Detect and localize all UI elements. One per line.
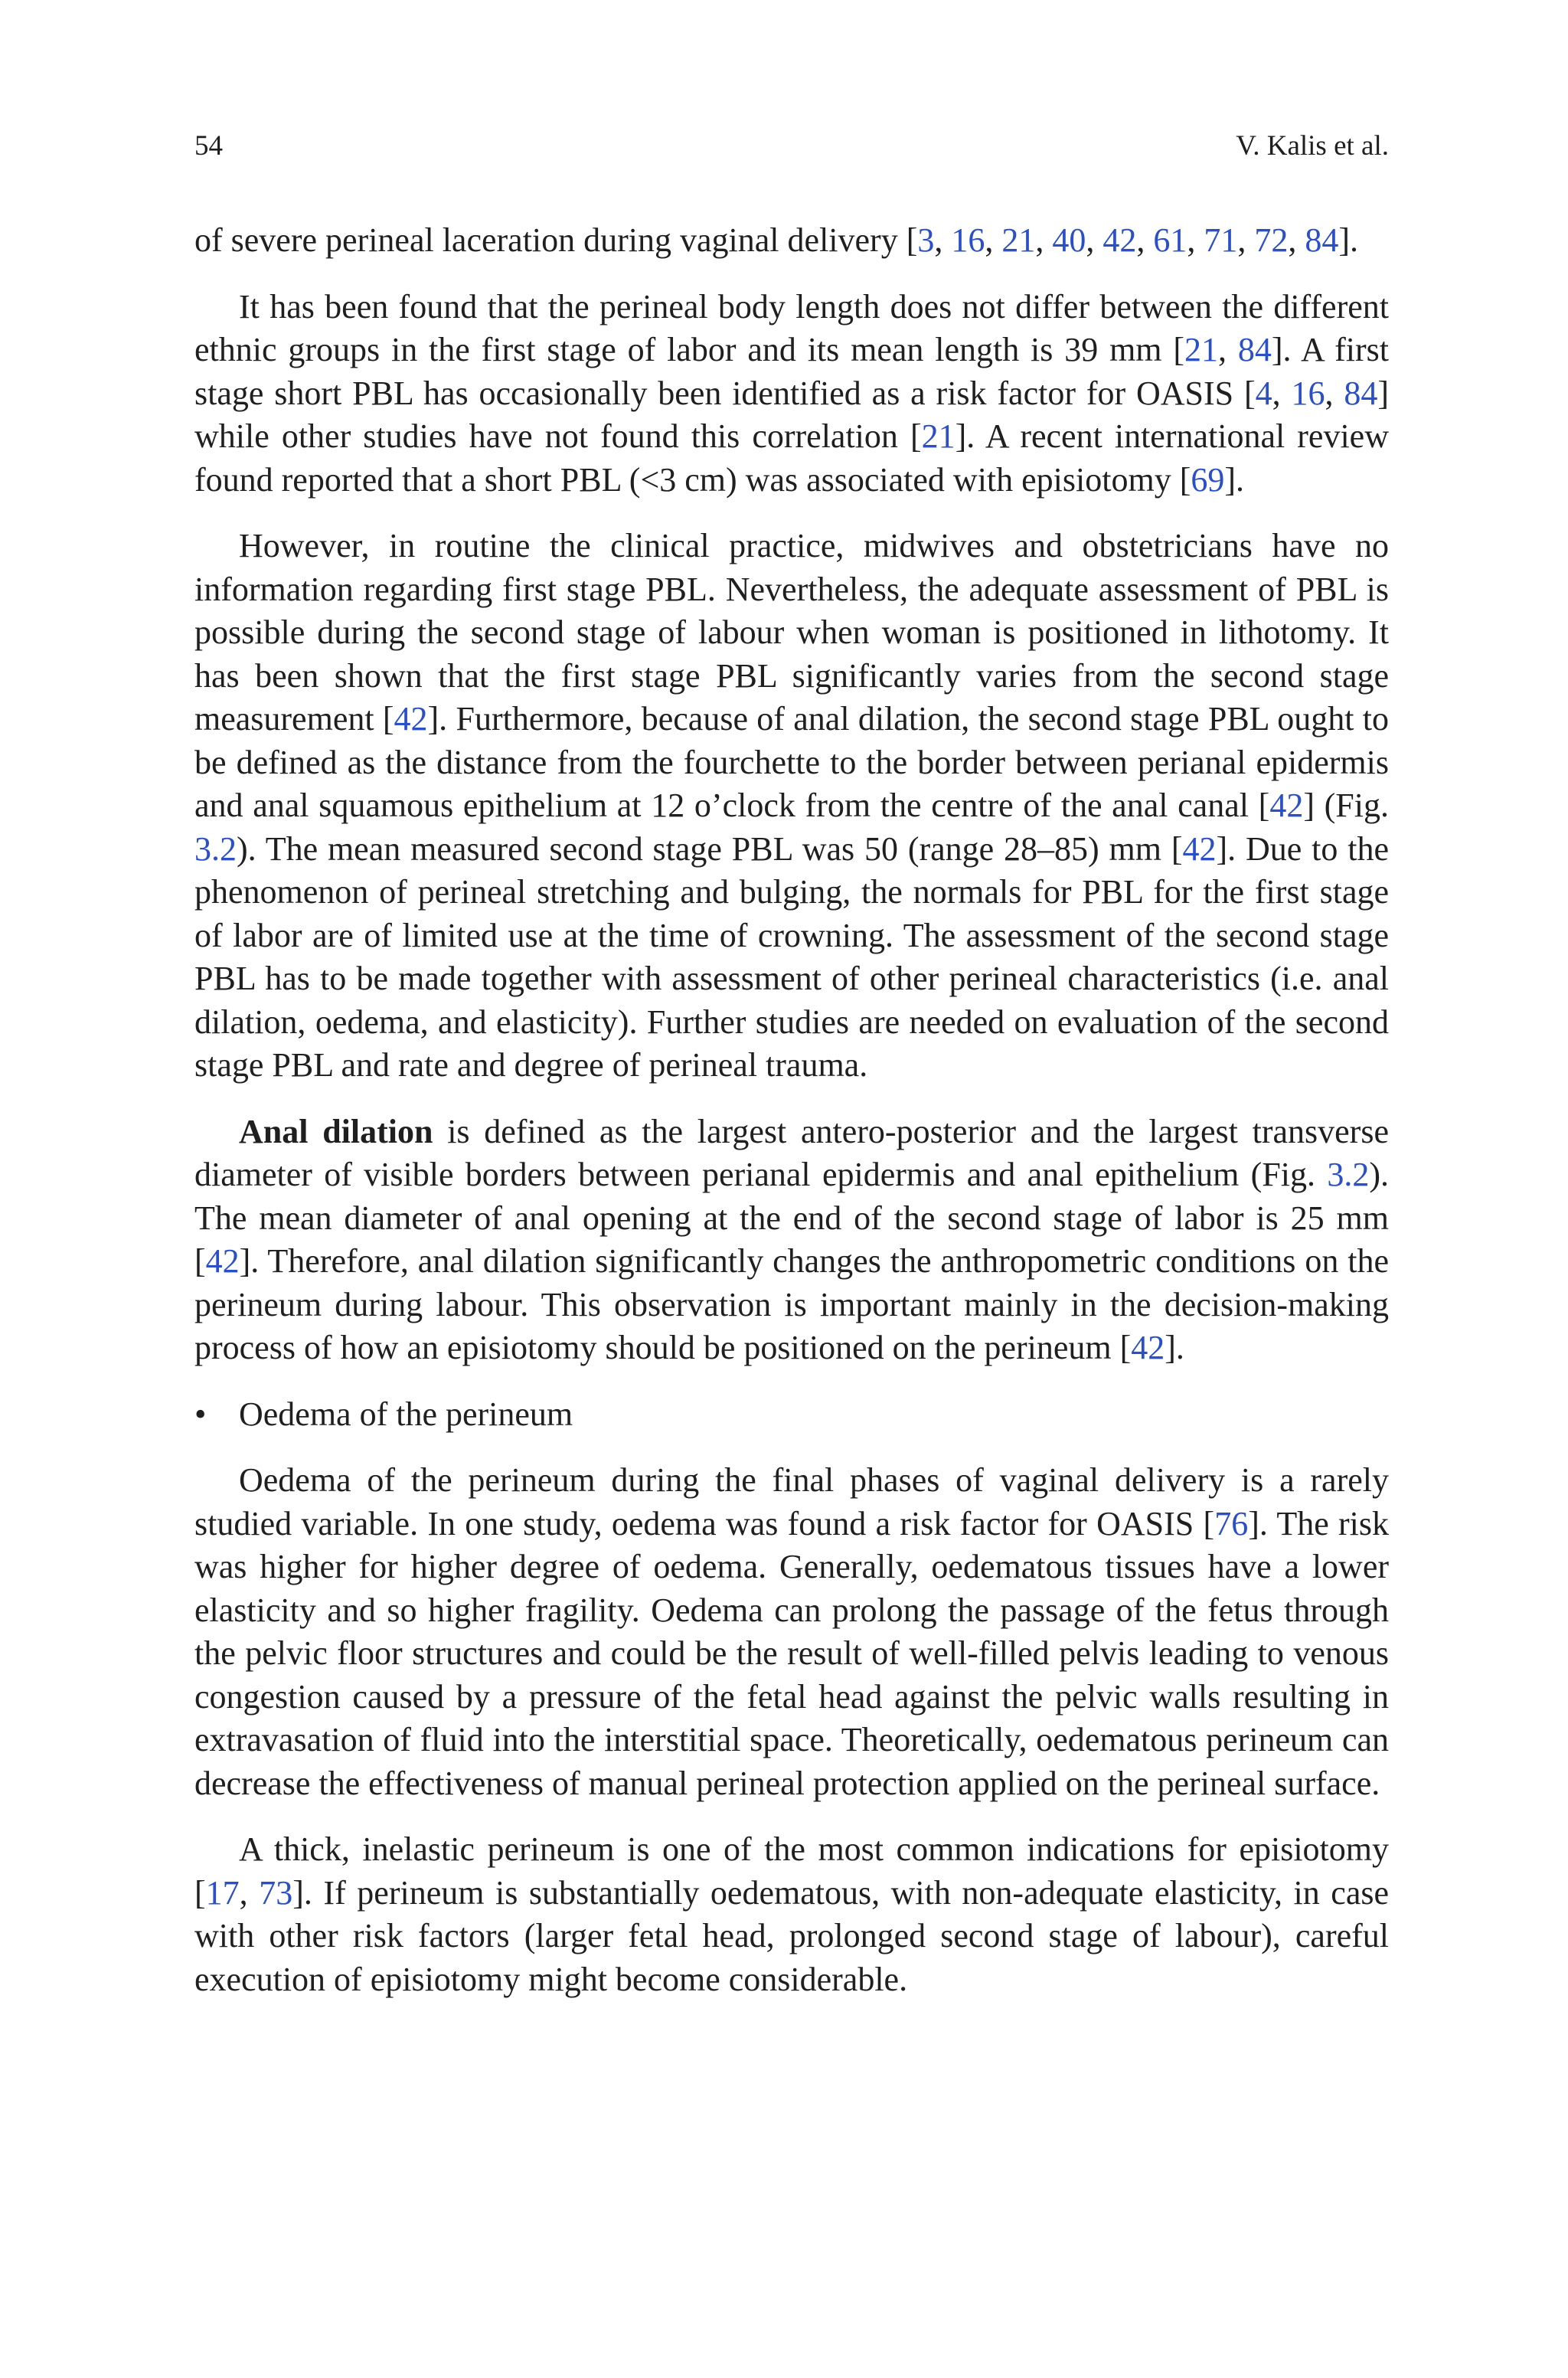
- citation-link[interactable]: 40: [1052, 221, 1086, 259]
- text-run: ]. If perineum is substantially oedematous, with non-adequate elasticity, in case with other risk factors (larger fetal head, prolonged second stage of labour), careful execution of episiotomy might become considerable.: [194, 1873, 1389, 1998]
- text-run: A thick, inelastic perineum is one of the most common indications for episiotomy [: [194, 1830, 1389, 1912]
- text-run: ] (Fig.: [1303, 787, 1390, 824]
- separator: ,: [1218, 331, 1238, 368]
- text-run: of severe perineal laceration during vaginal delivery [: [194, 221, 918, 259]
- separator: ,: [1325, 374, 1344, 412]
- term-heading: Anal dilation: [239, 1112, 433, 1150]
- figure-link[interactable]: 3.2: [194, 829, 237, 868]
- citation-link[interactable]: 42: [1131, 1329, 1165, 1366]
- citation-link[interactable]: 3: [917, 221, 935, 259]
- text-run: ] while other studies have not found this correlation [: [194, 374, 1390, 455]
- bullet-text: Oedema of the perineum: [239, 1395, 573, 1433]
- citation-link[interactable]: 42: [1269, 787, 1304, 824]
- running-author: V. Kalis et al.: [1236, 130, 1389, 162]
- text-run: Oedema of the perineum during the final phases of vaginal delivery is a rarely studied variable. In one study, oedema was found a risk factor for OASIS [: [194, 1461, 1389, 1542]
- citation-link[interactable]: 42: [1102, 221, 1137, 259]
- text-run: ]. The risk was higher for higher degree of oedema. Generally, oedematous tissues have a lower elasticity and so higher fragility. Oedema can prolong the passage of the fetus through the pelvic floor structures and could be the result of well-filled pelvis leading to venous congestion caused by a pressure of the fetal head against the pelvic walls resulting in extravasation of fluid into the interstitial space. Theoretically, oedematous perineum can decrease the effectiveness of manual perineal protection applied on the perineal surface.: [194, 1504, 1390, 1802]
- separator: ,: [239, 1873, 260, 1912]
- bullet-icon: •: [194, 1395, 207, 1433]
- text-run: It has been found that the perineal body length does not differ between the different ethnic groups in the first stage of labor and its mean length is 39 mm [: [194, 287, 1389, 368]
- citation-link[interactable]: 16: [1291, 374, 1325, 412]
- citation-link[interactable]: 61: [1153, 221, 1187, 259]
- text-run: ). The mean measured second stage PBL was 50 (range 28–85) mm [: [237, 829, 1183, 868]
- paragraph-perineal-body-length: [194, 286, 1389, 502]
- citation-link[interactable]: 21: [1001, 221, 1036, 259]
- text-run: ). The mean diameter of anal opening at the end of the second stage of labor is 25 mm [: [194, 1156, 1389, 1280]
- citation-link[interactable]: 71: [1204, 221, 1238, 259]
- separator: ,: [1288, 221, 1305, 259]
- paragraph-continuation: [194, 219, 1389, 263]
- paragraph-oedema: [194, 1459, 1389, 1805]
- paragraph-episiotomy: [194, 1828, 1389, 2001]
- citation-link[interactable]: 69: [1191, 460, 1225, 499]
- text-run: ]. A first stage short PBL has occasionally been identified as a risk factor for OASIS [: [194, 331, 1390, 412]
- separator: ,: [1136, 221, 1154, 259]
- text-run: is defined as the largest antero-posterior and the largest transverse diameter of visible borders between perianal epidermis and anal epithelium (Fig.: [194, 1112, 1389, 1193]
- separator: ,: [1187, 221, 1204, 259]
- citation-link[interactable]: 4: [1255, 374, 1272, 412]
- separator: ,: [934, 221, 952, 259]
- citation-link[interactable]: 42: [394, 700, 428, 738]
- running-head: [194, 127, 1389, 165]
- citation-link[interactable]: 84: [1237, 331, 1272, 368]
- separator: ,: [1237, 221, 1255, 259]
- paragraph-second-stage-pbl: [194, 525, 1389, 1088]
- paragraph-anal-dilation: [194, 1110, 1389, 1370]
- text-run: ]. Due to the phenomenon of perineal stretching and bulging, the normals for PBL for the first stage of labor are of limited use at the time of crowning. The assessment of the second stage PBL has to be made together with assessment of other perineal characteristics (i.e. anal dilation, oedema, and elasticity). Further studies are needed on evaluation of the second stage PBL and rate and degree of perineal trauma.: [194, 829, 1389, 1084]
- citation-link[interactable]: 84: [1344, 374, 1378, 412]
- citation-link[interactable]: 42: [1182, 829, 1217, 868]
- citation-link[interactable]: 76: [1214, 1504, 1249, 1542]
- citation-link[interactable]: 21: [921, 417, 956, 455]
- separator: ,: [1035, 221, 1053, 259]
- bullet-item: [194, 1393, 1389, 1437]
- body-text: [194, 219, 1389, 2001]
- text-run: ]. Therefore, anal dilation significantly changes the anthropometric conditions on the perineum during labour. This observation is important mainly in the decision-making process of how an episiotomy should be positioned on the perineum [: [194, 1242, 1389, 1366]
- separator: ,: [1272, 374, 1292, 412]
- text-run: ]. A recent international review found reported that a short PBL (<3 cm) was associated with episiotomy [: [194, 417, 1389, 499]
- text-run: ]. Furthermore, because of anal dilation, the second stage PBL ought to be defined as the distance from the fourchette to the border between perianal epidermis and anal squamous epithelium at 12 o’clock from the centre of the anal canal [: [194, 700, 1389, 824]
- page-number: 54: [194, 130, 223, 162]
- citation-link[interactable]: 42: [205, 1242, 240, 1280]
- citation-link[interactable]: 21: [1184, 331, 1219, 368]
- separator: ,: [1086, 221, 1103, 259]
- citation-link[interactable]: 84: [1305, 221, 1339, 259]
- citation-link[interactable]: 73: [259, 1873, 293, 1912]
- text-run: ].: [1165, 1329, 1184, 1366]
- citation-link[interactable]: 17: [205, 1873, 240, 1912]
- text-run: However, in routine the clinical practice, midwives and obstetricians have no information regarding first stage PBL. Nevertheless, the adequate assessment of PBL is possible during the second stage of labour when woman is positioned in lithotomy. It has been shown that the first stage PBL significantly varies from the second stage measurement [: [194, 527, 1389, 738]
- citation-link[interactable]: 16: [951, 221, 985, 259]
- text-run: ].: [1224, 460, 1245, 499]
- separator: ,: [985, 221, 1002, 259]
- text-run: ].: [1338, 221, 1359, 259]
- citation-link[interactable]: 72: [1254, 221, 1289, 259]
- figure-link[interactable]: 3.2: [1327, 1156, 1370, 1193]
